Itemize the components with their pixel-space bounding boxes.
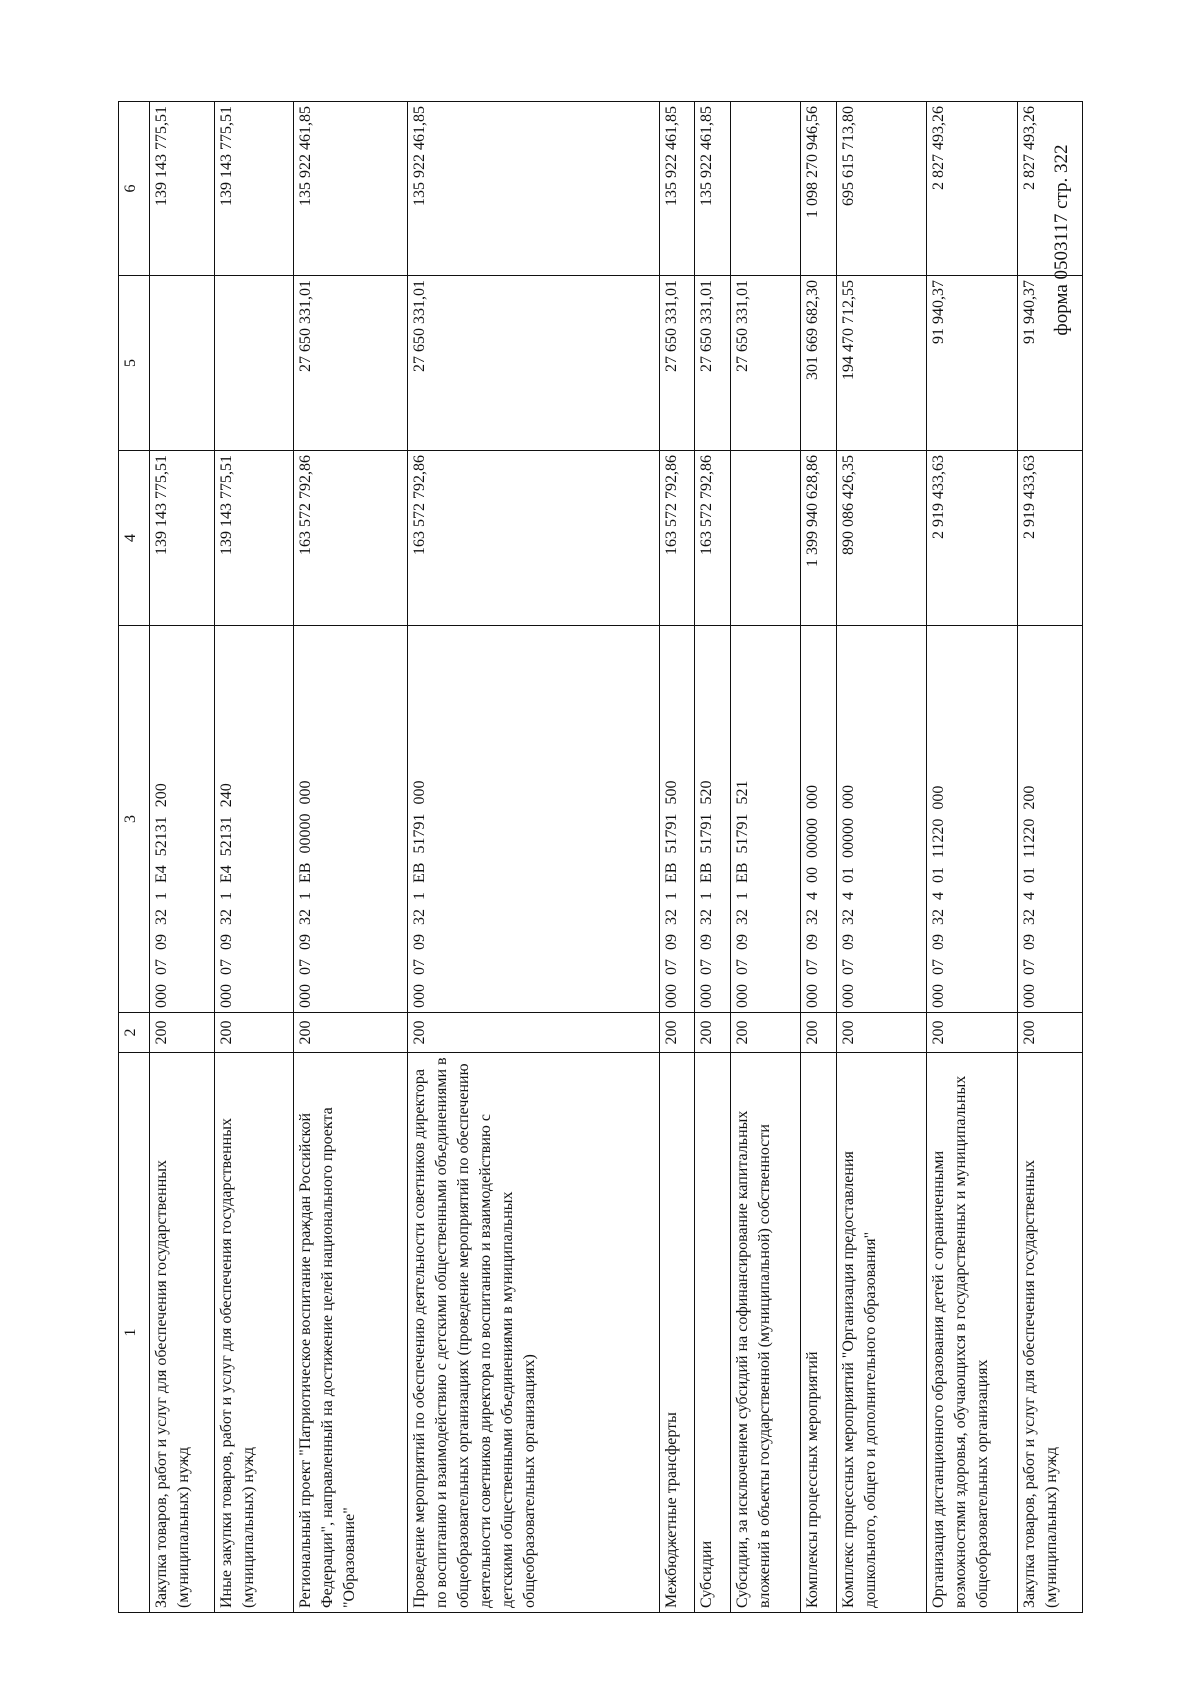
table-row	[659, 102, 695, 1613]
row-budget-code-cell	[927, 626, 1018, 1013]
budget-code-segment: 32	[217, 909, 235, 925]
table-row	[800, 102, 836, 1613]
budget-code-segment: 1	[734, 892, 752, 900]
row-executed-cell: 27 650 331,01	[408, 276, 659, 451]
budget-code-segment: EB	[734, 862, 752, 883]
row-line-code-cell: 200	[408, 1013, 659, 1053]
budget-code-segment: EB	[698, 862, 716, 883]
budget-code-segment: 00000	[296, 813, 314, 854]
row-name-cell: Организация дистанционного образования детей с ограниченными возможностями здоровья, обучающихся в государственных и муниципальных общеобразовательных организациях	[927, 1053, 1018, 1613]
budget-code-segment: 01	[839, 867, 857, 883]
column-header-4: 4	[119, 451, 150, 626]
row-approved-cell	[731, 451, 800, 626]
budget-code-segment: 00000	[839, 818, 857, 858]
budget-code-segment: 51791	[411, 813, 429, 854]
budget-code-segment: 4	[839, 892, 857, 900]
row-executed-cell: 27 650 331,01	[293, 276, 408, 451]
budget-code-segment: 07	[153, 959, 171, 975]
row-budget-code-cell	[1018, 626, 1083, 1013]
budget-code-segment: 1	[662, 892, 680, 900]
row-approved-cell: 163 572 792,86	[659, 451, 695, 626]
row-executed-cell: 27 650 331,01	[695, 276, 731, 451]
budget-code-segment: 000	[1021, 984, 1039, 1008]
budget-report-table	[118, 101, 1083, 1613]
row-name-cell: Комплекс процессных мероприятий "Организация предоставления дошкольного, общего и дополнительного образования"	[836, 1053, 927, 1613]
budget-code-segment: 09	[839, 934, 857, 950]
column-header-3: 3	[119, 626, 150, 1013]
row-line-code-cell: 200	[1018, 1013, 1083, 1053]
row-executed-cell	[150, 276, 215, 451]
budget-code-segment: 520	[698, 780, 716, 805]
row-line-code-cell: 200	[659, 1013, 695, 1053]
row-unexecuted-cell: 135 922 461,85	[293, 102, 408, 276]
budget-code-segment: 07	[734, 959, 752, 975]
row-name-cell: Закупка товаров, работ и услуг для обеспечения государственных (муниципальных) нужд	[150, 1053, 215, 1613]
column-header-6: 6	[119, 102, 150, 276]
budget-code-segment: 09	[217, 934, 235, 950]
budget-code-segment: 000	[662, 984, 680, 1008]
row-unexecuted-cell: 1 098 270 946,56	[800, 102, 836, 276]
budget-code-segment: 09	[698, 934, 716, 950]
budget-code-segment: 07	[839, 959, 857, 975]
row-budget-code-cell	[293, 626, 408, 1013]
row-name-cell: Межбюджетные трансферты	[659, 1053, 695, 1613]
budget-code-segment: 51791	[698, 813, 716, 854]
row-name-cell: Субсидии, за исключением субсидий на софинансирование капитальных вложений в объекты государственной (муниципальной) собственности	[731, 1053, 800, 1613]
budget-code-segment: 07	[217, 959, 235, 975]
table-row	[293, 102, 408, 1613]
budget-code-segment: 1	[217, 892, 235, 900]
budget-code-segment: 01	[1021, 867, 1039, 883]
budget-code-segment: 07	[411, 959, 429, 975]
row-approved-cell: 1 399 940 628,86	[800, 451, 836, 626]
column-number-row	[119, 102, 150, 1613]
budget-code-segment: 521	[734, 780, 752, 805]
table-row	[1018, 102, 1083, 1613]
budget-code-segment: 000	[411, 780, 429, 805]
row-executed-cell: 27 650 331,01	[731, 276, 800, 451]
budget-code-segment: 32	[296, 909, 314, 925]
budget-code-segment: 500	[662, 780, 680, 805]
budget-code-segment: 07	[1021, 959, 1039, 975]
budget-code-segment: 000	[698, 984, 716, 1008]
row-budget-code-cell	[659, 626, 695, 1013]
row-name-cell: Проведение мероприятий по обеспечению деятельности советников директора по воспитанию и взаимодействию с детскими общественными объединениями в общеобразовательных организациях (проведение мероприятий по обеспечению деятельности советников директора по воспитанию и взаимодействию с детскими общественными объединениями в муниципальных общеобразовательных организациях)	[408, 1053, 659, 1613]
budget-code-segment: 32	[153, 909, 171, 925]
budget-code-segment: 09	[296, 934, 314, 950]
row-approved-cell: 2 919 433,63	[927, 451, 1018, 626]
row-line-code-cell: 200	[800, 1013, 836, 1053]
budget-code-segment: 51791	[662, 813, 680, 854]
budget-code-segment: 32	[411, 909, 429, 925]
row-unexecuted-cell: 135 922 461,85	[695, 102, 731, 276]
table-row	[408, 102, 659, 1613]
row-executed-cell: 91 940,37	[1018, 276, 1083, 451]
row-line-code-cell: 200	[293, 1013, 408, 1053]
row-budget-code-cell	[408, 626, 659, 1013]
budget-code-segment: 4	[1021, 892, 1039, 900]
row-unexecuted-cell: 139 143 775,51	[150, 102, 215, 276]
budget-code-segment: 000	[839, 785, 857, 809]
report-table-container	[118, 102, 1083, 1613]
budget-code-segment: EB	[296, 862, 314, 883]
budget-code-segment: 000	[930, 984, 948, 1008]
row-name-cell: Субсидии	[695, 1053, 731, 1613]
form-number-label: форма 0503117 стр. 322	[1051, 144, 1072, 336]
row-line-code-cell: 200	[214, 1013, 293, 1053]
budget-code-segment: 240	[217, 783, 235, 808]
budget-code-segment: 000	[803, 984, 821, 1008]
table-row	[927, 102, 1018, 1613]
row-approved-cell: 163 572 792,86	[408, 451, 659, 626]
budget-code-segment: 4	[930, 892, 948, 900]
budget-code-segment: 1	[411, 892, 429, 900]
row-name-cell: Иные закупки товаров, работ и услуг для обеспечения государственных (муниципальных) нужд	[214, 1053, 293, 1613]
budget-code-segment: 000	[411, 984, 429, 1008]
budget-code-segment: 32	[734, 909, 752, 925]
table-row	[214, 102, 293, 1613]
budget-code-segment: 07	[296, 959, 314, 975]
row-line-code-cell: 200	[150, 1013, 215, 1053]
row-budget-code-cell	[731, 626, 800, 1013]
budget-code-segment: 11220	[1021, 818, 1039, 858]
budget-code-segment: 00000	[803, 818, 821, 858]
budget-code-segment: 1	[698, 892, 716, 900]
budget-code-segment: 09	[930, 934, 948, 950]
budget-code-segment: EB	[411, 862, 429, 883]
budget-code-segment: E4	[217, 865, 235, 883]
row-unexecuted-cell: 2 827 493,26	[1018, 102, 1083, 276]
row-unexecuted-cell: 2 827 493,26	[927, 102, 1018, 276]
row-line-code-cell: 200	[927, 1013, 1018, 1053]
budget-code-segment: 07	[698, 959, 716, 975]
budget-code-segment: 51791	[734, 813, 752, 854]
budget-code-segment: 200	[1021, 785, 1039, 810]
budget-code-segment: 000	[734, 984, 752, 1008]
table-row	[731, 102, 800, 1613]
column-header-2: 2	[119, 1013, 150, 1053]
row-approved-cell: 163 572 792,86	[293, 451, 408, 626]
budget-code-segment: 07	[930, 959, 948, 975]
budget-code-segment: 1	[153, 892, 171, 900]
row-executed-cell: 91 940,37	[927, 276, 1018, 451]
row-executed-cell: 194 470 712,55	[836, 276, 927, 451]
column-header-5: 5	[119, 276, 150, 451]
table-row	[695, 102, 731, 1613]
budget-code-segment: 07	[662, 959, 680, 975]
budget-code-segment: 000	[296, 780, 314, 805]
row-unexecuted-cell: 135 922 461,85	[659, 102, 695, 276]
row-unexecuted-cell: 695 615 713,80	[836, 102, 927, 276]
budget-code-segment: 52131	[153, 816, 171, 857]
row-approved-cell: 139 143 775,51	[214, 451, 293, 626]
budget-code-segment: 07	[803, 959, 821, 975]
budget-code-segment: 32	[803, 909, 821, 925]
row-line-code-cell: 200	[836, 1013, 927, 1053]
budget-code-segment: 09	[1021, 934, 1039, 950]
budget-code-segment: 09	[803, 934, 821, 950]
column-header-1: 1	[119, 1053, 150, 1613]
table-row	[836, 102, 927, 1613]
budget-code-segment: 01	[930, 867, 948, 883]
budget-code-segment: 32	[839, 909, 857, 925]
budget-code-segment: 4	[803, 892, 821, 900]
budget-code-segment: 32	[698, 909, 716, 925]
budget-code-segment: 11220	[930, 818, 948, 858]
row-unexecuted-cell: 139 143 775,51	[214, 102, 293, 276]
budget-code-segment: 000	[930, 785, 948, 810]
row-executed-cell	[214, 276, 293, 451]
row-approved-cell: 163 572 792,86	[695, 451, 731, 626]
row-approved-cell: 139 143 775,51	[150, 451, 215, 626]
budget-code-segment: 09	[662, 934, 680, 950]
budget-code-segment: E4	[153, 865, 171, 883]
row-executed-cell: 27 650 331,01	[659, 276, 695, 451]
row-unexecuted-cell: 135 922 461,85	[408, 102, 659, 276]
row-budget-code-cell	[800, 626, 836, 1013]
row-approved-cell: 2 919 433,63	[1018, 451, 1083, 626]
budget-code-segment: 09	[153, 934, 171, 950]
row-budget-code-cell	[214, 626, 293, 1013]
row-budget-code-cell	[150, 626, 215, 1013]
budget-code-segment: 32	[930, 909, 948, 925]
budget-code-segment: 000	[803, 785, 821, 809]
row-unexecuted-cell	[731, 102, 800, 276]
row-budget-code-cell	[836, 626, 927, 1013]
budget-code-segment: 000	[296, 984, 314, 1008]
budget-code-segment: 000	[217, 984, 235, 1008]
budget-code-segment: 52131	[217, 816, 235, 857]
budget-code-segment: 32	[1021, 909, 1039, 925]
row-approved-cell: 890 086 426,35	[836, 451, 927, 626]
budget-code-segment: 1	[296, 892, 314, 900]
budget-code-segment: EB	[662, 862, 680, 883]
budget-code-segment: 00	[803, 867, 821, 883]
table-row	[150, 102, 215, 1613]
budget-code-segment: 000	[153, 984, 171, 1008]
row-line-code-cell: 200	[731, 1013, 800, 1053]
row-name-cell: Региональный проект "Патриотическое воспитание граждан Российской Федерации", направленный на достижение целей национального проекта "Образование"	[293, 1053, 408, 1613]
row-budget-code-cell	[695, 626, 731, 1013]
row-name-cell: Закупка товаров, работ и услуг для обеспечения государственных (муниципальных) нужд	[1018, 1053, 1083, 1613]
budget-code-segment: 000	[839, 984, 857, 1008]
row-line-code-cell: 200	[695, 1013, 731, 1053]
budget-code-segment: 09	[411, 934, 429, 950]
row-name-cell: Комплексы процессных мероприятий	[800, 1053, 836, 1613]
budget-code-segment: 32	[662, 909, 680, 925]
budget-code-segment: 09	[734, 934, 752, 950]
budget-code-segment: 200	[153, 783, 171, 808]
row-executed-cell: 301 669 682,30	[800, 276, 836, 451]
